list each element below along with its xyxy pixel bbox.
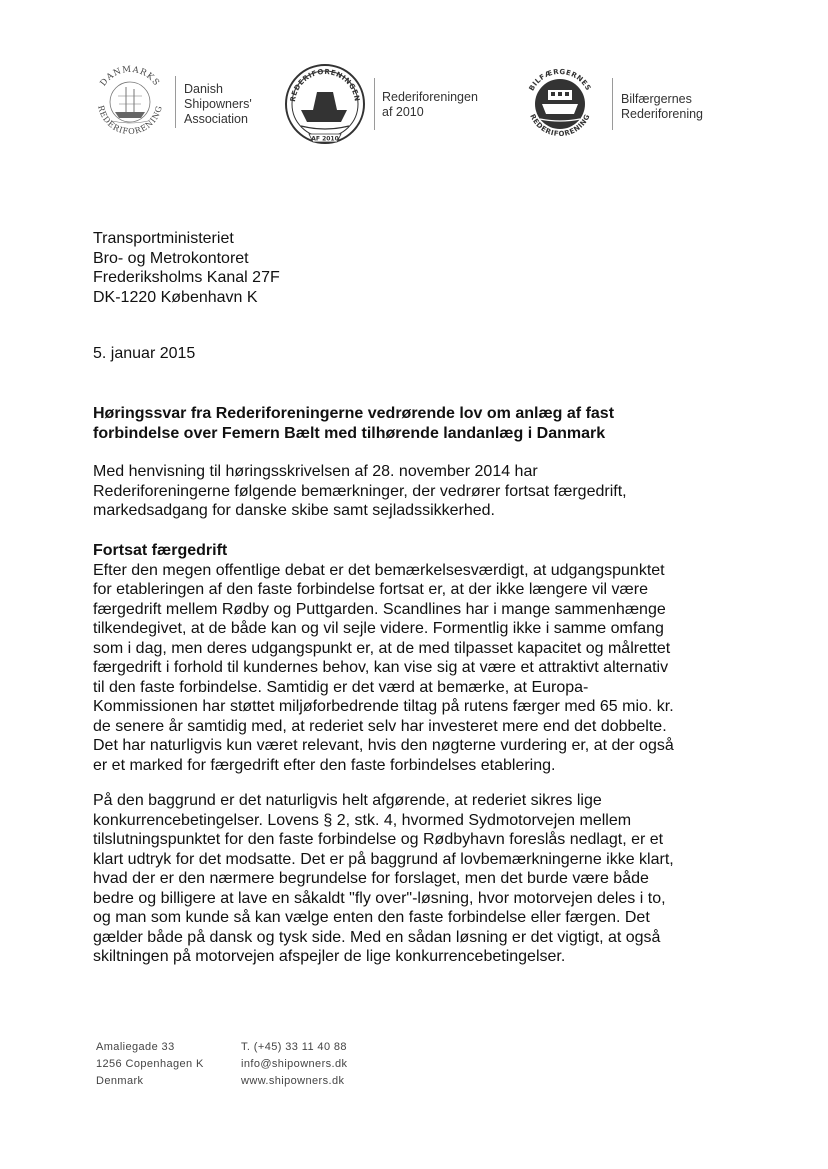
- intro-line: Med henvisning til høringsskrivelsen af 28. november 2014 har: [93, 463, 538, 480]
- logo3-line-2: Rederiforening: [621, 107, 703, 121]
- subject-line-2: forbindelse over Femern Bælt med tilhørende landanlæg i Danmark: [93, 425, 606, 442]
- danish-shipowners-wordmark: [184, 82, 252, 127]
- logo2-line-1: Rederiforeningen: [382, 90, 478, 104]
- footer-address: [96, 1039, 204, 1090]
- paragraph-line: bedre og billigere at lave en såkaldt "fly over"-løsning, hvor motorvejen deles i to,: [93, 889, 666, 907]
- recipient-line-4: DK-1220 København K: [93, 288, 258, 306]
- paragraph-line: gælder både på dansk og tysk side. Med en sådan løsning er det vigtigt, at også: [93, 928, 661, 946]
- intro-paragraph: [93, 462, 743, 521]
- paragraph-line: hvad der er den nærmere begrundelse for forslaget, men det burde være både: [93, 870, 649, 887]
- footer-website-link[interactable]: www.shipowners.dk: [241, 1075, 345, 1087]
- paragraph-line: tilkendegivet, at de både kan og vil sejle videre. Formentlig ikke i samme omfang: [93, 620, 664, 637]
- paragraph-line: På den baggrund er det naturligvis helt afgørende, at rederiet sikres lige: [93, 792, 602, 809]
- paragraph-line: og man som kunde så kan vælge enten den faste forbindelse eller færgen. Det: [93, 909, 650, 926]
- bilfaergernes-rederiforening-seal-icon: [518, 62, 602, 146]
- header-logos: [90, 62, 750, 152]
- footer-email-link[interactable]: info@shipowners.dk: [241, 1058, 348, 1070]
- paragraph-line: klart udtryk for det modsatte. Det er på baggrund af lovbemærkningerne ikke klart,: [93, 850, 674, 868]
- footer-contact: [241, 1039, 347, 1090]
- logo1-line-2: Shipowners': [184, 97, 252, 111]
- seal-ring-bottom-text: AF 2010: [311, 135, 339, 143]
- danmarks-rederiforening-seal-icon: [90, 62, 170, 142]
- paragraph-1: [93, 561, 743, 776]
- letter-subject: [93, 404, 733, 444]
- footer-address-line: Denmark: [96, 1075, 144, 1087]
- seal-ring-top-text: BILFÆRGERNES: [527, 67, 593, 93]
- bilfaergernes-wordmark: [621, 92, 703, 122]
- paragraph-line: Det har naturligvis kun været relevant, hvis den nøgterne vurdering er, at der også: [93, 737, 674, 754]
- paragraph-line: for etableringen af den faste forbindelse fortsat er, at der ikke længere vil være: [93, 581, 648, 598]
- svg-text:REDERIFORENING: [96, 104, 164, 136]
- seal-ring-top-text: REDERIFORENINGEN: [288, 67, 362, 103]
- paragraph-line: konkurrencebetingelser. Lovens § 2, stk. 4, hvormed Sydmotorvejen mellem: [93, 811, 632, 829]
- seal-ring-bottom-text: REDERIFORENING: [528, 112, 592, 139]
- paragraph-line: færgedrift i forhold til kundernes behov, kan vise sig at være et attraktivt alternativ: [93, 659, 669, 676]
- recipient-line-1: Transportministeriet: [93, 230, 234, 247]
- footer-phone: T. (+45) 33 11 40 88: [241, 1041, 347, 1053]
- paragraph-line: Efter den megen offentlige debat er det bemærkelsesværdigt, at udgangspunktet: [93, 561, 665, 579]
- paragraph-line: tilslutningspunktet for den faste forbindelse og Rødbyhavn foreslås nedlagt, er et: [93, 831, 664, 848]
- intro-line: markedsadgang for danske skibe samt sejladssikkerhed.: [93, 502, 495, 519]
- logo3-line-1: Bilfærgernes: [621, 92, 692, 106]
- logo2-line-2: af 2010: [382, 105, 424, 119]
- svg-text:DANMARKS: [99, 65, 162, 89]
- rederiforeningen-2010-wordmark: [382, 90, 478, 120]
- paragraph-2: [93, 791, 743, 967]
- paragraph-line: til den faste forbindelse. Samtidig er det værd at bemærke, at Europa-: [93, 678, 589, 696]
- letter-date: 5. januar 2015: [93, 345, 196, 362]
- section-heading: Fortsat færgedrift: [93, 542, 228, 559]
- footer-address-line: Amaliegade 33: [96, 1041, 175, 1053]
- paragraph-line: skiltningen på motorvejen afspejler de lige konkurrencebetingelser.: [93, 948, 566, 965]
- recipient-line-3: Frederiksholms Kanal 27F: [93, 269, 280, 286]
- danish-shipowners-logo: [90, 62, 290, 152]
- intro-line: Rederiforeningerne følgende bemærkninger, der vedrører fortsat færgedrift,: [93, 482, 627, 500]
- paragraph-line: de senere år samtidig med, at rederiet selv har investeret mere end det dobbelte.: [93, 717, 667, 735]
- bilfaergernes-logo: [518, 62, 748, 152]
- footer-address-line: 1256 Copenhagen K: [96, 1058, 204, 1070]
- recipient-address: [93, 229, 280, 307]
- recipient-line-2: Bro- og Metrokontoret: [93, 249, 249, 267]
- subject-line-1: Høringssvar fra Rederiforeningerne vedrørende lov om anlæg af fast: [93, 405, 615, 422]
- paragraph-line: Kommissionen har støttet miljøforbedrende tiltag på rutens færger med 65 mio. kr.: [93, 698, 674, 715]
- paragraph-line: er et marked for færgedrift efter den faste forbindelses etablering.: [93, 756, 556, 774]
- logo3-divider: [612, 78, 613, 130]
- section-fortsat-faergedrift: [93, 541, 743, 775]
- logo1-line-1: Danish: [184, 82, 223, 96]
- logo1-divider: [175, 76, 176, 128]
- logo1-line-3: Association: [184, 112, 248, 126]
- logo2-divider: [374, 78, 375, 130]
- rederiforeningen-2010-logo: [283, 62, 503, 152]
- paragraph-line: som i dag, men deres udgangspunkt er, at de med tilpasset kapacitet og målrettet: [93, 639, 671, 657]
- rederiforeningen-2010-seal-icon: [283, 62, 367, 146]
- paragraph-line: færgedrift mellem Rødby og Puttgarden. Scandlines har i mange sammenhænge: [93, 600, 666, 618]
- seal-ring-bottom-text: REDERIFORENING: [96, 104, 164, 137]
- seal-ring-top-text: DANMARKS: [98, 64, 162, 89]
